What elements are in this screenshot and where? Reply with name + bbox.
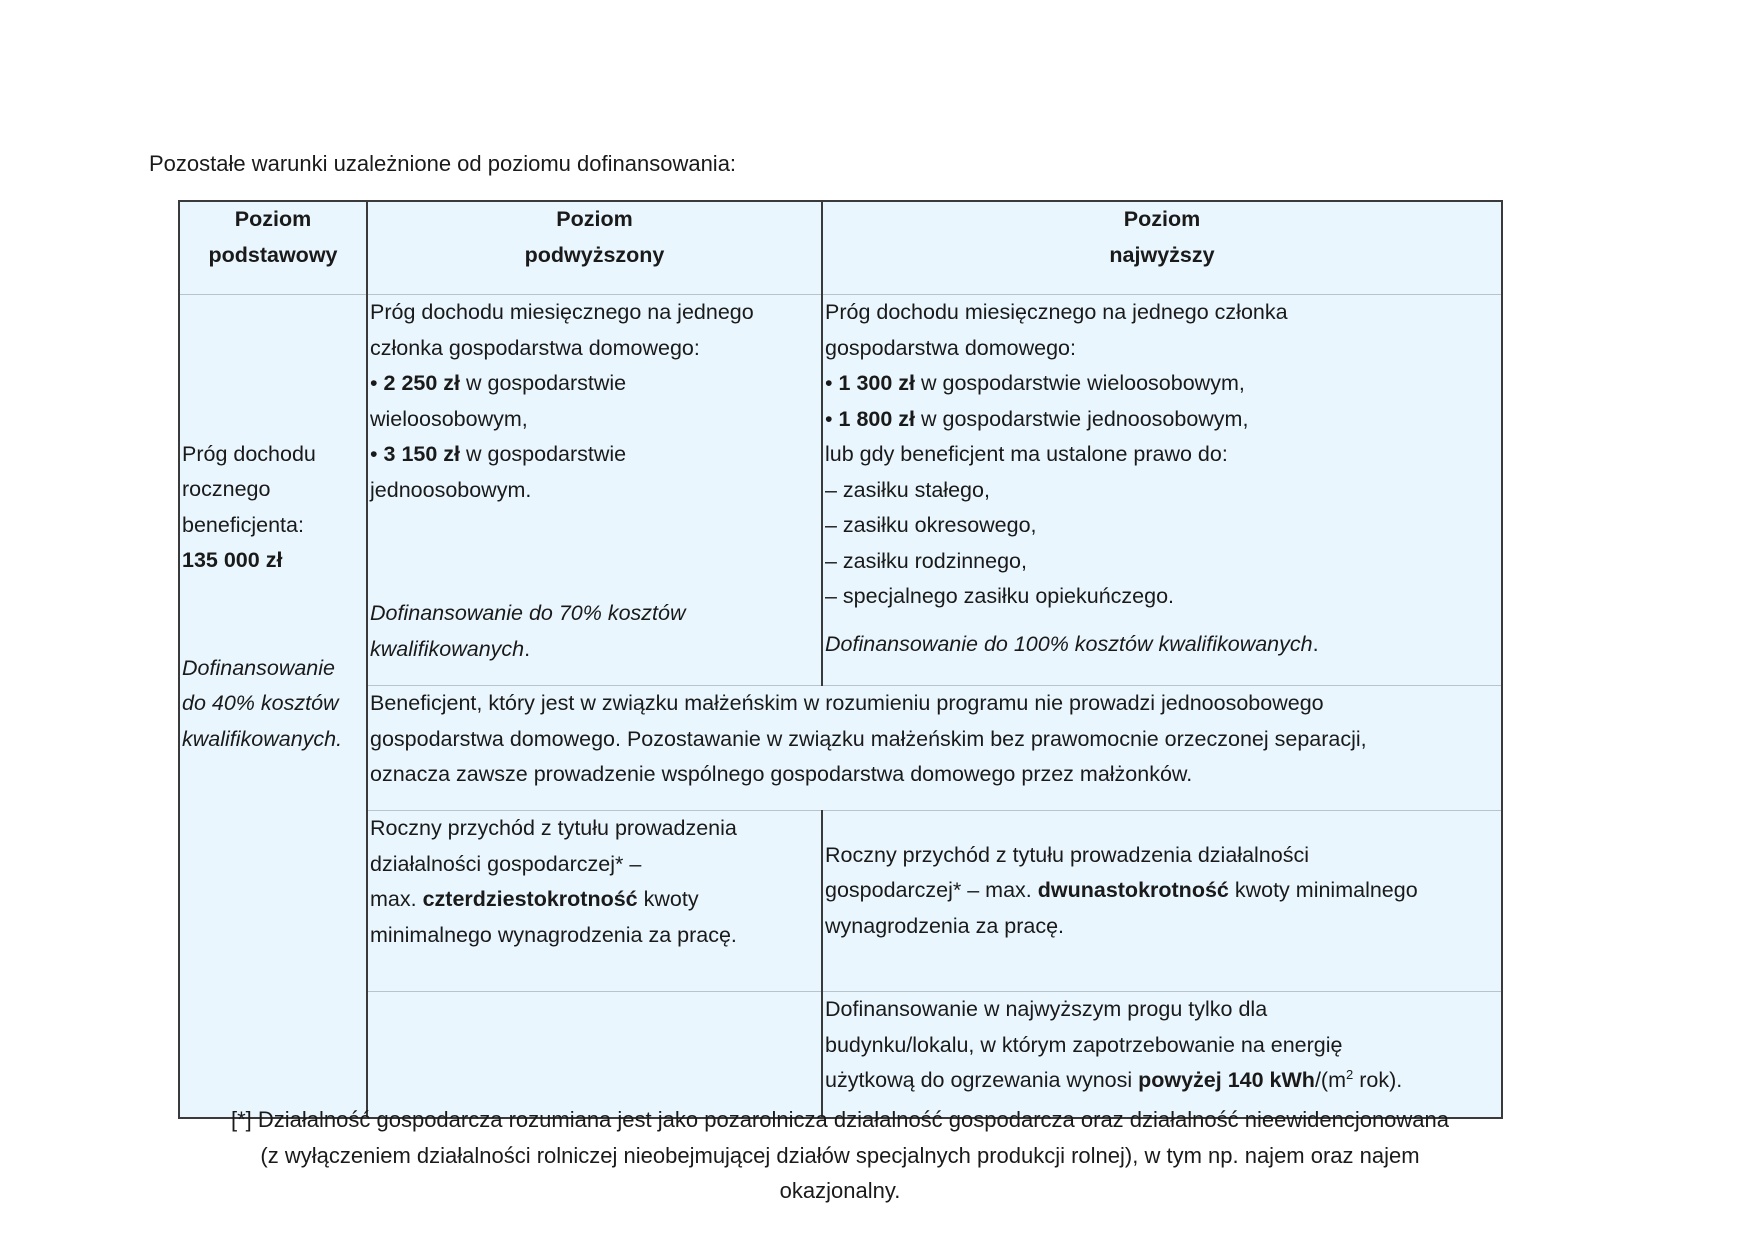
basic-level-conditions: Próg dochodu rocznego beneficjenta: 135 000 zł Dofinansowanie do 40% kosztów kwalifikowanych. — [179, 295, 367, 1119]
highest-multi-threshold: 1 300 zł — [838, 371, 916, 395]
header-raised-level: Poziom podwyższony — [367, 201, 822, 295]
raised-level-income: Próg dochodu miesięcznego na jednego członka gospodarstwa domowego: • 2 250 zł w gospodarstwie wieloosobowym, • 3 150 zł w gospodarstwie jednoosobowym. Dofinansowanie do 70% kosztów kwalifikowanych. — [367, 295, 822, 686]
funding-levels-table — [178, 200, 1503, 1119]
header-highest-level: Poziom najwyższy — [822, 201, 1502, 295]
intro-text: Pozostałe warunki uzależnione od poziomu dofinansowania: — [149, 151, 737, 176]
header-basic-level: Poziom podstawowy — [179, 201, 367, 295]
raised-multi-threshold: 2 250 zł — [383, 371, 461, 395]
footnote: [*] Działalność gospodarcza rozumiana jest jako pozarolnicza działalność gospodarcza oraz działalność nieewidencjonowana (z wyłączeniem działalności rolniczej nieobejmującej działów specjalnych produkcji rolnej), w tym np. najem oraz najem okazjonalny. — [230, 1107, 1450, 1203]
highest-level-revenue-limit: Roczny przychód z tytułu prowadzenia działalności gospodarczej* – max. dwunastokrotność kwoty minimalnego wynagrodzenia za pracę. — [822, 811, 1502, 992]
highest-level-energy-condition: Dofinansowanie w najwyższym progu tylko dla budynku/lokalu, w którym zapotrzebowanie na energię użytkową do ogrzewania wynosi powyżej 140 kWh/($m^2$ rok). — [822, 992, 1502, 1119]
basic-income-threshold: 135 000 zł — [182, 548, 283, 573]
raised-single-threshold: 3 150 zł — [383, 442, 461, 466]
highest-single-threshold: 1 800 zł — [838, 406, 916, 431]
marriage-rule: Beneficjent, który jest w związku małżeńskim w rozumieniu programu nie prowadzi jednoosobowego gospodarstwa domowego. Pozostawanie w związku małżeńskim bez prawomocnie orzeczonej separacji, oznacza zawsze prowadzenie wspólnego gospodarstwa domowego przez małżonków. — [367, 686, 1502, 811]
highest-level-income: Próg dochodu miesięcznego na jednego członka gospodarstwa domowego: • 1 300 zł w gospodarstwie wieloosobowym, • 1 800 zł w gospodarstwie jednoosobowym, lub gdy beneficjent ma ustalone prawo do: – zasiłku stałego, – zasiłku okresowego, – zasiłku rodzinnego, – specjalnego zasiłku opiekuńczego. Dofinansowanie do 100% kosztów kwalifikowanych. — [822, 295, 1502, 686]
raised-level-empty-cell — [367, 992, 822, 1119]
raised-level-revenue-limit: Roczny przychód z tytułu prowadzenia działalności gospodarczej* – max. czterdziestokrotność kwoty minimalnego wynagrodzenia za pracę. — [367, 811, 822, 992]
